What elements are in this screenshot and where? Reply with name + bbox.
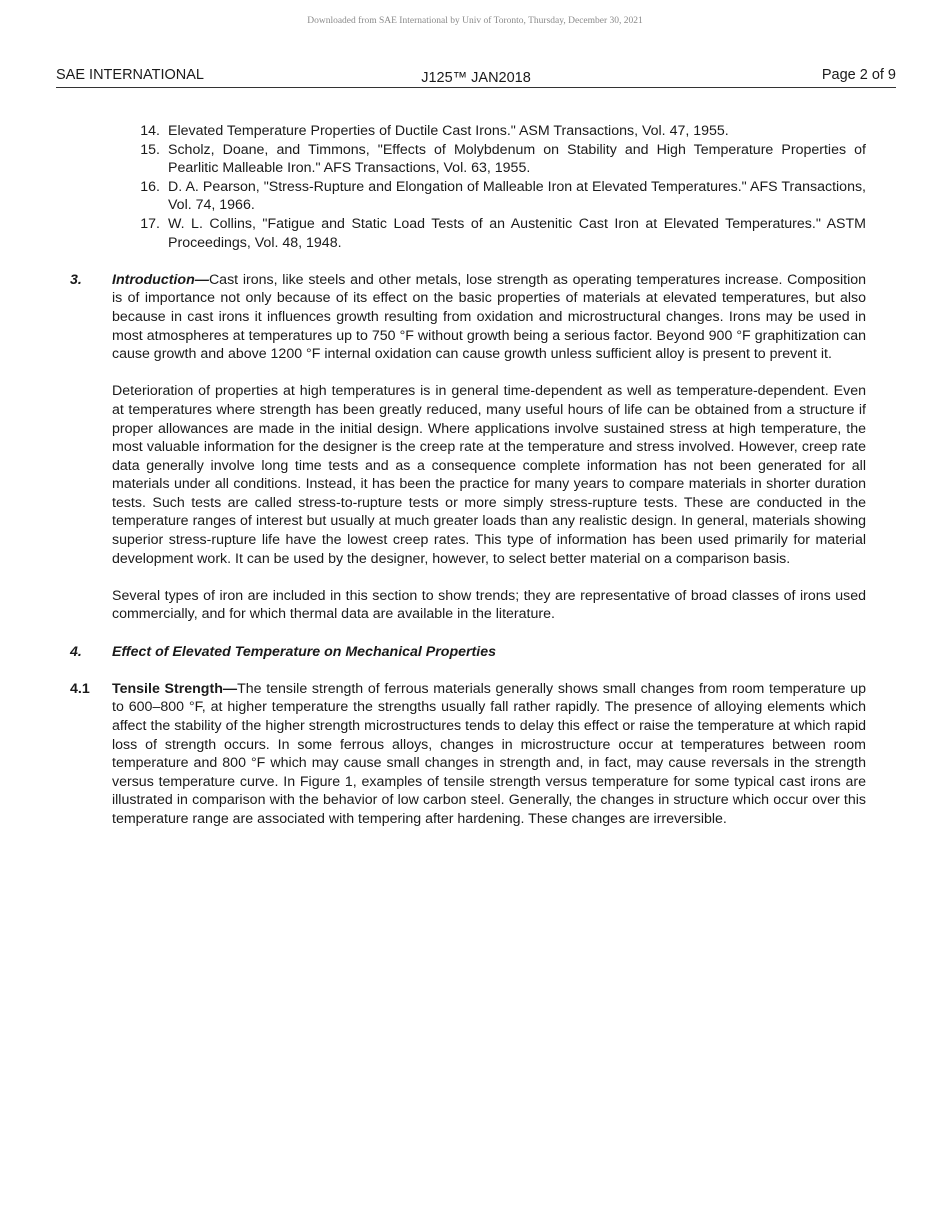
organization-name: SAE INTERNATIONAL (56, 67, 204, 83)
section-number: 3. (70, 271, 82, 288)
introduction-paragraph (112, 271, 866, 364)
paragraph-text: Cast irons, like steels and other metals, lose strength as operating temperatures increase. Composition is of importance not only because of its effect on the basic properties of materials at elevated temperatures, but also because in cast irons it influences growth resulting from oxidation and microstructural changes. Irons may be used in most atmospheres at temperatures up to 750 °F without growth being a serious factor. Beyond 900 °F graphitization can cause growth and above 1200 °F internal oxidation can cause growth unless sufficient alloy is present to prevent it. (112, 271, 866, 363)
reference-text: Elevated Temperature Properties of Ductile Cast Irons." ASM Transactions, Vol. 47, 1955. (168, 123, 729, 139)
deterioration-paragraph: Deterioration of properties at high temperatures is in general time-dependent as well as temperature-dependent. Even at temperatures where strength has been greatly reduced, many useful hours of life can be obtained from a structure if proper allowances are made in the initial design. Where applications involve sustained stress at high temperature, the most valuable information for the designer is the creep rate at the temperature and stress involved. However, creep rate data generally involve long time tests and as a consequence complete information has not been generated for all materials under all conditions. Instead, it has been the practice for many years to compare materials in shorter duration tests. Such tests are called stress-to-rupture tests or more simply stress-rupture tests. These are conducted in the temperature ranges of interest but usually at much greater loads than any realistic design. In general, materials showing superior stress-rupture life have the lowest creep rates. This type of information has been used primarily for material development work. It can be used by the designer, however, to select better material on a comparison basis. (112, 383, 866, 567)
reference-number: 17. (140, 215, 160, 232)
section-effect-heading (70, 643, 866, 662)
reference-number: 15. (140, 141, 160, 158)
section-lead-title: Introduction— (112, 271, 209, 288)
paragraph-text: The tensile strength of ferrous materials generally shows small changes from room temperature up to 600–800 °F, at higher temperature the strengths usually fall rather rapidly. The presence of alloying elements which affect the stability of the higher strength microstructures tends to delay this effect or raise the temperature at which rapid loss of strength occurs. In some ferrous alloys, changes in microstructure occur at temperatures between room temperature and 800 °F which may cause small changes in strength and, in fact, may cause reversals in the strength versus temperature curve. In Figure 1, examples of tensile strength versus temperature for some typical cast irons are illustrated in comparison with the behavior of low carbon steel. Generally, the changes in structure which occur over this temperature range are associated with tempering after hardening. These changes are irreversible. (112, 680, 866, 827)
reference-number: 14. (140, 123, 160, 139)
subsection-number: 4.1 (70, 680, 90, 697)
document-body (70, 122, 866, 829)
iron-types-paragraph: Several types of iron are included in this section to show trends; they are representative of broad classes of irons used commercially, and for which thermal data are available in the literature. (112, 587, 866, 623)
reference-item (138, 122, 866, 141)
reference-text: W. L. Collins, "Fatigue and Static Load Tests of an Austenitic Cast Iron at Elevated Temperatures." ASTM Proceedings, Vol. 48, 1948. (168, 215, 866, 251)
subsection-lead-title: Tensile Strength— (112, 680, 238, 697)
download-watermark: Downloaded from SAE International by Univ of Toronto, Thursday, December 30, 2021 (307, 16, 643, 26)
reference-item (138, 215, 866, 252)
reference-text: Scholz, Doane, and Timmons, "Effects of Molybdenum on Stability and High Temperature Properties of Pearlitic Malleable Iron." AFS Transactions, Vol. 63, 1955. (168, 141, 866, 177)
document-number: J125™ JAN2018 (421, 70, 531, 86)
section-heading: Effect of Elevated Temperature on Mechanical Properties (112, 643, 496, 660)
reference-text: D. A. Pearson, "Stress-Rupture and Elongation of Malleable Iron at Elevated Temperatures." AFS Transactions, Vol. 74, 1966. (168, 178, 866, 214)
reference-list (70, 122, 866, 252)
section-introduction (70, 271, 866, 624)
page-header (56, 67, 896, 88)
reference-item (138, 178, 866, 215)
page-number: Page 2 of 9 (821, 67, 896, 83)
reference-item (138, 141, 866, 178)
tensile-strength-paragraph (112, 680, 866, 829)
section-tensile-strength (70, 680, 866, 829)
reference-number: 16. (140, 178, 160, 195)
section-number: 4. (70, 643, 82, 660)
